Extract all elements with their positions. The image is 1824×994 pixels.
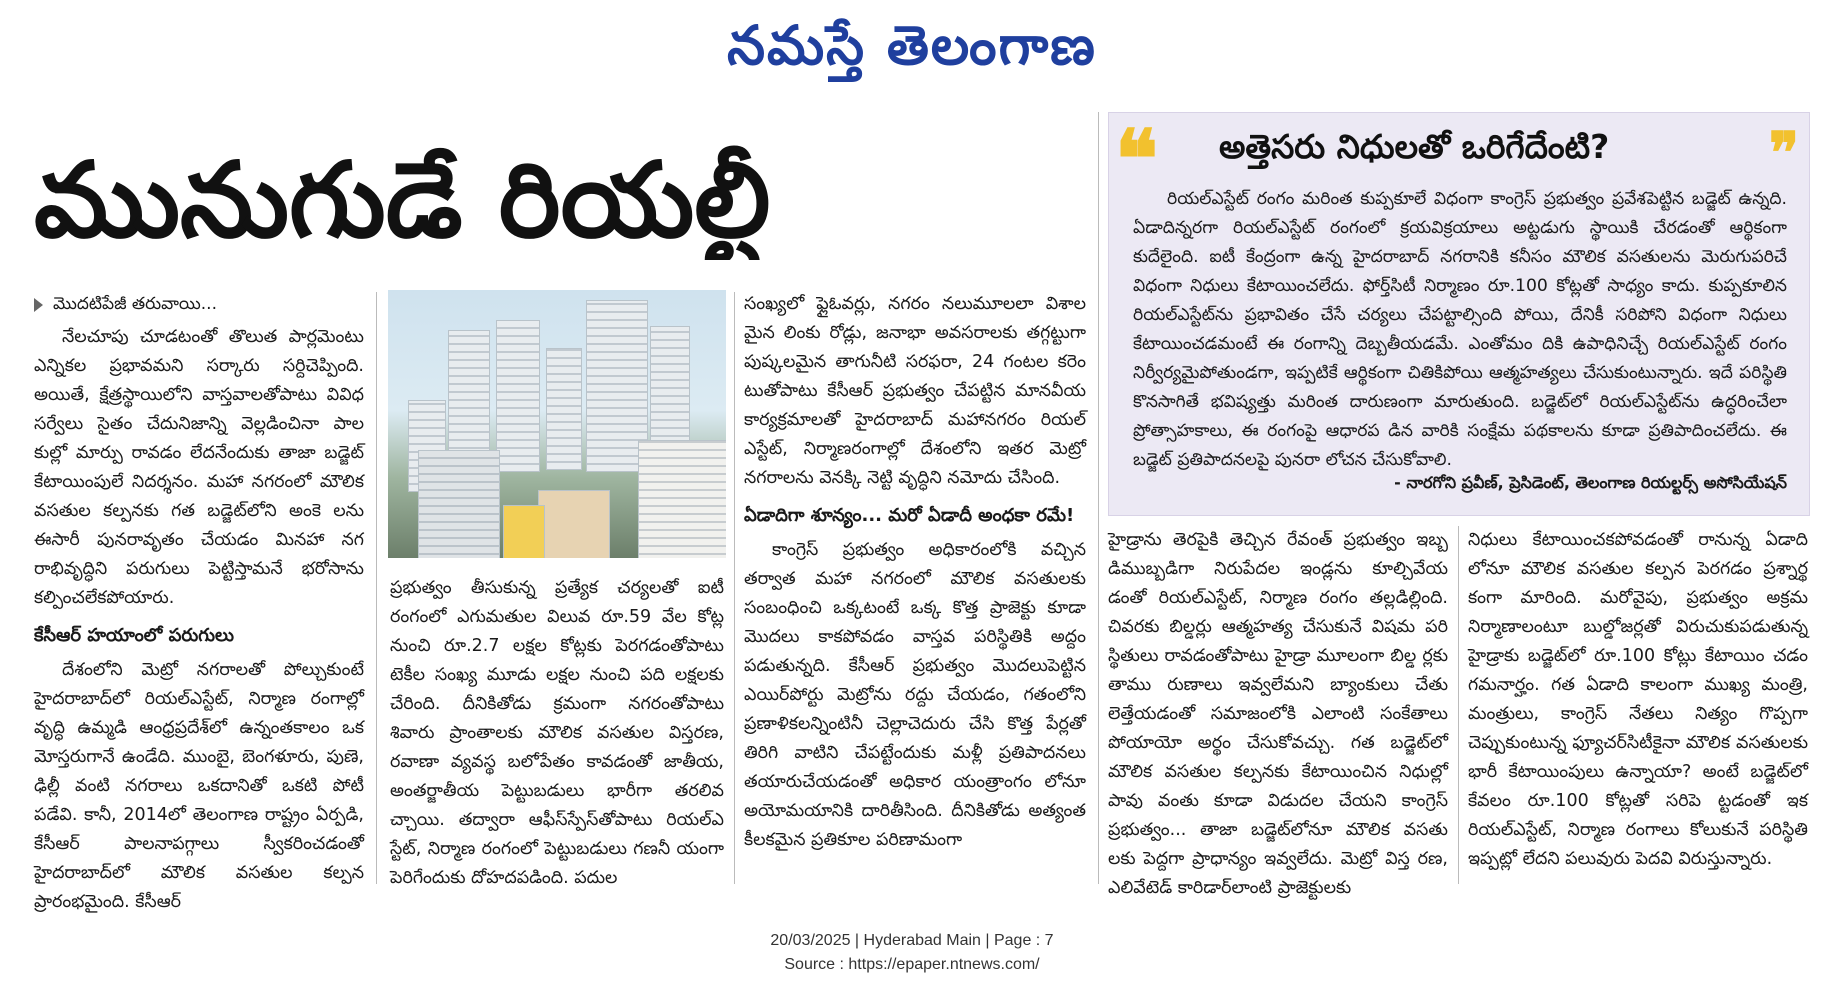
quote-title: అత్తెసరు నిధులతో ఒరిగేదేంటి? [1219,127,1610,166]
jump-label: మొదటిపేజీ తరువాయి... [53,294,217,314]
article-paragraph: కాంగ్రెస్ ప్రభుత్వం అధికారంలోకి వచ్చిన తర్వాత మహా నగరంలో మౌలిక వసతులకు సంబంధించి ఒక్కటంటే ఒక్క కొత్త ప్రాజెక్టు కూడా మొదలు కాకపోవడం వాస్తవ పరిస్థితికి అద్దం పడుతున్నది. కేసీఆర్ ప్రభుత్వం మొదలుపెట్టిన ఎయిర్‌పోర్టు మెట్రోను రద్దు చేయడం, గతంలోని ప్రణాళికలన్నింటినీ చెల్లాచెదురు చేసి కొత్త పేర్లతో తిరిగి వాటిని చేపట్టేందుకు మళ్లీ ప్రతిపాదనలు తయారుచేయడంతో అధికార యంత్రాంగం లోనూ అయోమయానికి దారితీసింది. దీనికితోడు అత్యంత కీలకమైన ప్రతికూల పరిణామంగా [744,540,1086,850]
continued-from-front-page [34,290,364,319]
column-divider [734,292,735,884]
article-column-1 [34,290,364,917]
column-divider [1098,112,1099,884]
article-paragraph: ప్రభుత్వం తీసుకున్న ప్రత్యేక చర్యలతో ఐటీ రంగంలో ఎగుమతుల విలువ రూ.59 వేల కోట్ల నుంచి రూ.2.7 లక్షల కోట్లకు పెరగడంతోపాటు టెకీల సంఖ్య మూడు లక్షల నుంచి పది లక్షలకు చేరింది. దీనికితోడు క్రమంగా నగరంతోపాటు శివారు ప్రాంతాలకు మౌలిక వసతుల విస్తరణ, రవాణా వ్యవస్థ బలోపేతం కావడంతో జాతీయ, అంతర్జాతీయ పెట్టుబడులు భారీగా తరలివ చ్చాయి. తద్వారా ఆఫీస్‌స్పేస్‌తోపాటు రియల్‌ఎ స్టేట్, నిర్మాణ రంగంలో పెట్టుబడులు గణనీ యంగా పెరిగేందుకు దోహదపడింది. పదుల [390,578,724,888]
article-column-5 [1468,526,1808,874]
column-divider [1458,526,1459,884]
article-subheading: కేసీఆర్ హయాంలో పరుగులు [34,625,234,646]
city-skyline-photo [388,290,726,558]
quote-signature: - నారగోని ప్రవీణ్, ప్రెసిడెంట్, తెలంగాణ రియల్టర్స్ అసోసియేషన్ [1394,473,1787,492]
article-paragraph: నేలచూపు చూడటంతో తొలుత పార్లమెంటు ఎన్నికల ప్రభావమని సర్కారు సర్దిచెప్పింది. అయితే, క్షేత్రస్థాయిలోని వాస్తవాలతోపాటు వివిధ సర్వేలు సైతం చేదునిజాన్ని వెల్లడించినా పాల కుల్లో మార్పు రావడం లేదనేందుకు తాజా బడ్జెట్ కేటాయింపులే నిదర్శనం. మహా నగరంలో మౌలిక వసతుల కల్పనకు గత బడ్జెట్‌లోని అంకె లను ఈసారీ పునరావృతం చేయడం మినహా నగ రాభివృద్ధిని పరుగులు పెట్టిస్తామనే భరోసాను కల్పించలేకపోయారు. [34,327,364,608]
column-divider [376,292,377,884]
article-paragraph: దేశంలోని మెట్రో నగరాలతో పోల్చుకుంటే హైదరాబాద్‌లో రియల్‌ఎస్టేట్, నిర్మాణ రంగాల్లో వృద్ధి ఉమ్మడి ఆంధ్రప్రదేశ్‌లో ఉన్నంతకాలం ఒక మోస్తరుగానే ఉండేది. ముంబై, బెంగళూరు, పుణె, ఢిల్లీ వంటి నగరాలు ఒకదానితో ఒకటి పోటీ పడేవి. కానీ, 2014లో తెలంగాణ రాష్ట్రం ఏర్పడి, కేసీఆర్ పాలనాపగ్గాలు స్వీకరించడంతో హైదరాబాద్‌లో మౌలిక వసతుల కల్పన ప్రారంభమైంది. కేసీఆర్ [34,660,364,912]
open-quote-icon: ❝ [1115,112,1159,206]
article-paragraph: సంఖ్యలో ఫ్లైఓవర్లు, నగరం నలుమూలలా విశాల మైన లింకు రోడ్లు, జనాభా అవసరాలకు తగ్గట్టుగా పుష్కలమైన తాగునీటి సరఫరా, 24 గంటల కరెం టుతోపాటు కేసీఆర్ ప్రభుత్వం చేపట్టిన మానవీయ కార్యక్రమాలతో హైదరాబాద్ మహానగరం రియల్ ఎస్టేట్, నిర్మాణరంగాల్లో దేశంలోని ఇతర మెట్రో నగరాలను వెనక్కి నెట్టి వృద్ధిని నమోదు చేసింది. [744,294,1086,488]
article-subheading: ఏడాదిగా శూన్యం... మరో ఏడాదీ అంధకా రమే! [744,505,1075,526]
article-paragraph: నిధులు కేటాయించకపోవడంతో రానున్న ఏడాది లోనూ మౌలిక వసతుల కల్పన పెరగడం ప్రశ్నార్థ కంగా మారింది. మరోవైపు, ప్రభుత్వం అక్రమ నిర్మాణాలంటూ బుల్డోజర్లతో విరుచుకుపడుతున్న హైడ్రాకు బడ్జెట్‌లో రూ.100 కోట్లు కేటాయిం చడం గమనార్హం. గత ఏడాది కాలంగా ముఖ్య మంత్రి, మంత్రులు, కాంగ్రెస్ నేతలు నిత్యం గొప్పగా చెప్పుకుంటున్న ఫ్యూచర్‌సిటీకైనా మౌలిక వసతులకు భారీ కేటాయింపులు ఉన్నాయా? అంటే బడ్జెట్‌లో కేవలం రూ.100 కోట్లతో సరిపె ట్టడంతో ఇక రియల్‌ఎస్టేట్, నిర్మాణ రంగాలు కోలుకునే పరిస్థితి ఇప్పట్లో లేదని పలువురు పెదవి విరుస్తున్నారు. [1468,530,1808,869]
newspaper-masthead: నమస్తే తెలంగాణ [727,14,1097,77]
article-column-4 [1108,526,1448,903]
page-info: 20/03/2025 | Hyderabad Main | Page : 7 [770,932,1054,949]
article-paragraph: హైడ్రాను తెరపైకి తెచ్చిన రేవంత్ ప్రభుత్వం ఇబ్బ డిముబ్బడిగా నిరుపేదల ఇండ్లను కూల్చివేయ డంతో రియల్‌ఎస్టేట్, నిర్మాణ రంగం తల్లడిల్లింది. చివరకు బిల్డర్లు ఆత్మహత్య చేసుకునే విషమ పరి స్థితులు రావడంతోపాటు హైడ్రా మూలంగా బిల్డ ర్లకు తాము రుణాలు ఇవ్వలేమని బ్యాంకులు చేతు లెత్తేయడంతో సమాజంలోకి ఎలాంటి సంకేతాలు పోయాయో అర్థం చేసుకోవచ్చు. గత బడ్జెట్‌లో మౌలిక వసతుల కల్పనకు కేటాయించిన నిధుల్లో పావు వంతు కూడా విడుదల చేయని కాంగ్రెస్ ప్రభుత్వం... తాజా బడ్జెట్‌లోనూ మౌలిక వసతు లకు పెద్దగా ప్రాధాన్యం ఇవ్వలేదు. మెట్రో విస్త రణ, ఎలివేటెడ్ కారిడార్‌లాంటి ప్రాజెక్టులకు [1108,530,1448,898]
quote-body: రియల్‌ఎస్టేట్ రంగం మరింత కుప్పకూలే విధంగా కాంగ్రెస్ ప్రభుత్వం ప్రవేశపెట్టిన బడ్జెట్ ఉన్నది. ఏడాదిన్నరగా రియల్‌ఎస్టేట్ రంగంలో క్రయవిక్రయాలు అట్టడుగు స్థాయికి చేరడంతో ఆర్థికంగా కుదేలైంది. ఐటీ కేంద్రంగా ఉన్న హైదరాబాద్ నగరానికి కనీసం మౌలిక వసతులను మెరుగుపరిచే విధంగా నిధులు కేటాయించలేదు. ఫోర్త్‌సిటీ నిర్మాణం రూ.100 కోట్లతో సాధ్యం కాదు. కుప్పకూలిన రియల్‌ఎస్టేట్‌ను ప్రభావితం చేసే చర్యలు చేపట్టాల్సింది పోయి, దేనికీ సరిపోని విధంగా నిధులు కేటాయించడమంటే ఈ రంగాన్ని దెబ్బతీయడమే. ఎంతోమం దికి ఉపాధినిచ్చే రియల్‌ఎస్టేట్ రంగం నిర్వీర్యమైపోతుండగా, ఇప్పటికే ఆర్థికంగా చితికిపోయి ఆత్మహత్యలు చేసుకుంటున్నారు. ఇదే పరిస్థితి కొనసాగితే భవిష్యత్తు మరింత దారుణంగా మారుతుంది. బడ్జెట్‌లో రియల్‌ఎస్టేట్‌ను ఉద్ధరించేలా ప్రోత్సాహకాలు, ఈ రంగంపై ఆధారప డిన వారికి సంక్షేమ పథకాలను కూడా ప్రతిపాదించలేదు. ఈ బడ్జెట్ ప్రతిపాదనలపై పునరా లోచన చేసుకోవాలి. [1133,189,1787,470]
article-column-2 [390,574,724,893]
quote-box [1108,112,1810,516]
article-column-3 [744,290,1086,855]
source-link[interactable]: Source : https://epaper.ntnews.com/ [784,956,1040,973]
close-quote-icon: ❞ [1768,120,1799,186]
headline: మునుగుడే రియల్టీ [34,140,771,260]
chevron-right-icon [34,298,43,312]
